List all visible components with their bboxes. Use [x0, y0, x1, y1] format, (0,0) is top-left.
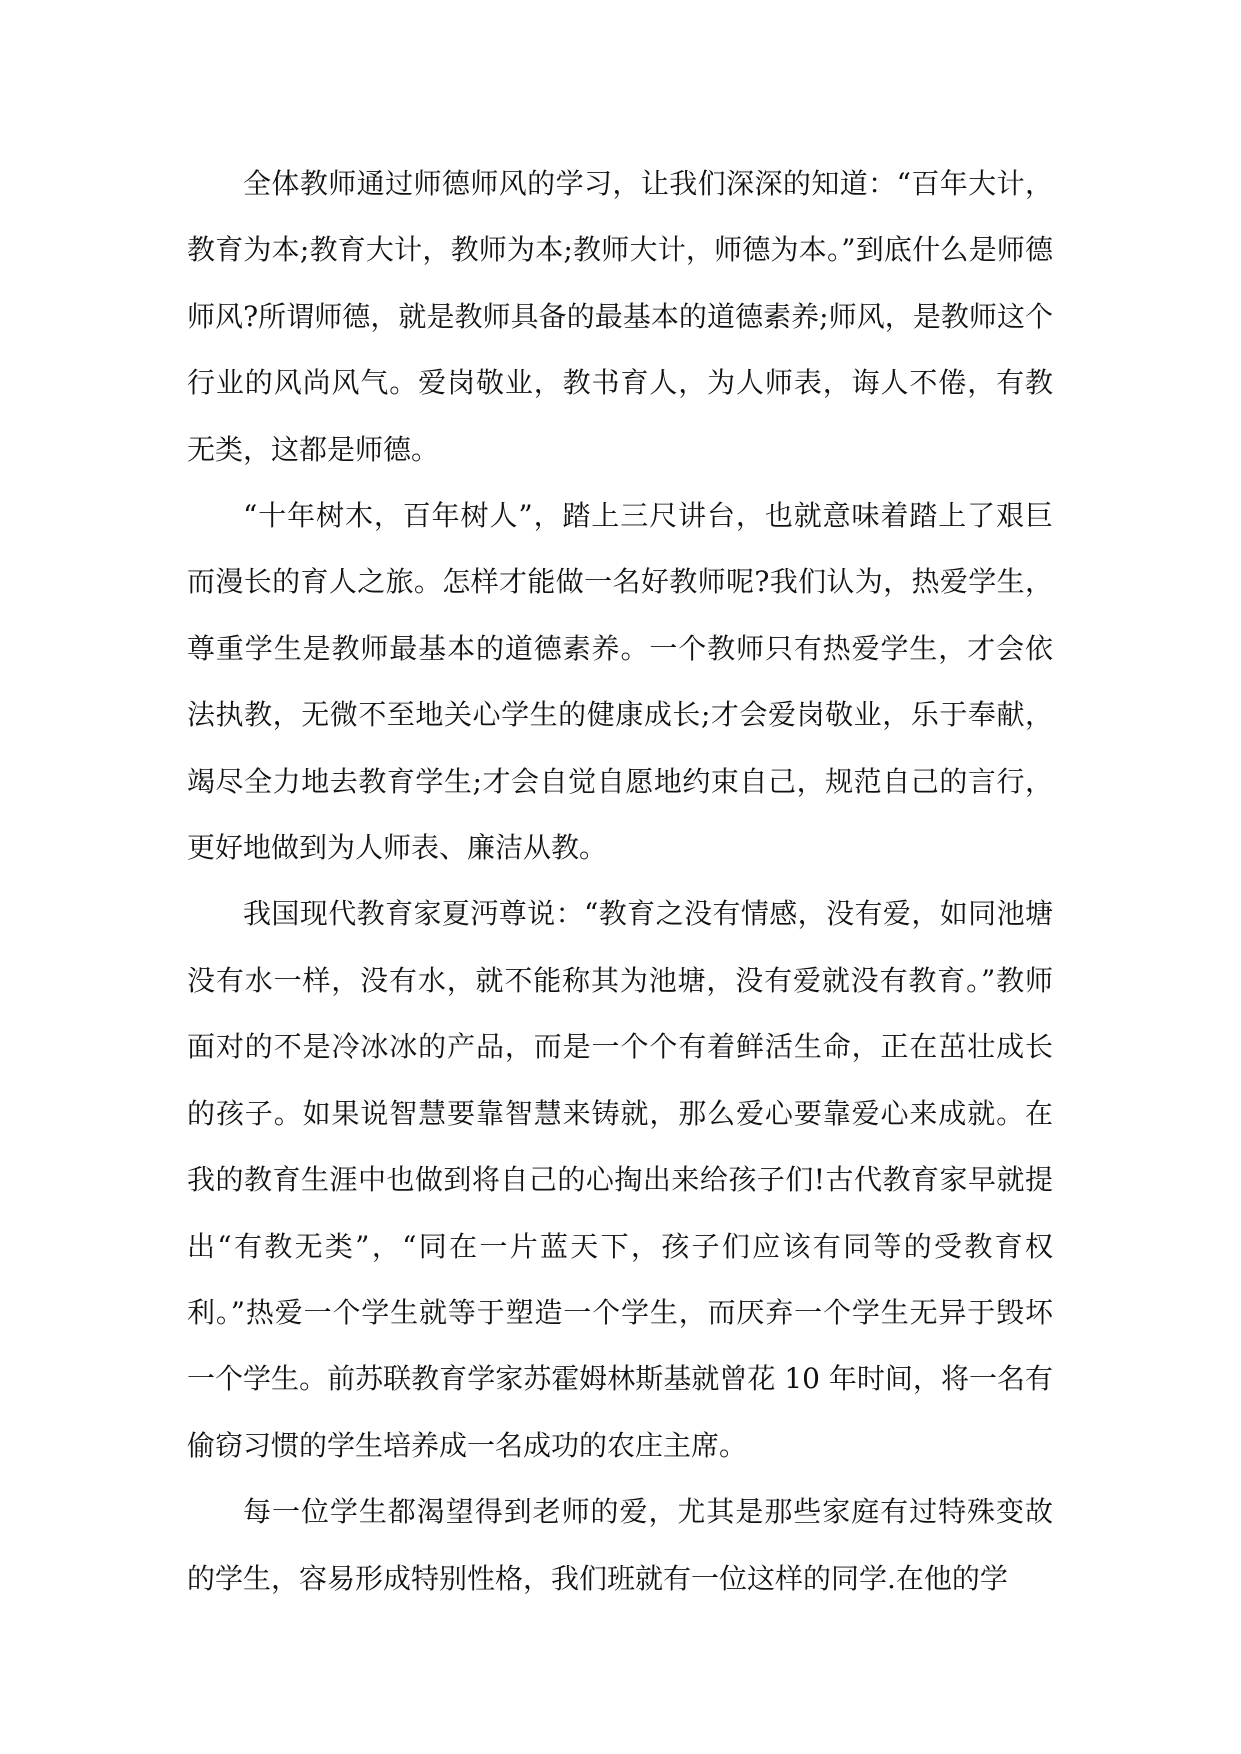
paragraph-4: 每一位学生都渴望得到老师的爱，尤其是那些家庭有过特殊变故的学生，容易形成特别性格，我们班就有一位这样的同学.在他的学 — [187, 1495, 1053, 1595]
document-body — [187, 151, 1053, 1612]
paragraph-3: 我国现代教育家夏沔尊说：“教育之没有情感，没有爱，如同池塘没有水一样，没有水，就不能称其为池塘，没有爱就没有教育。”教师面对的不是冷冰冰的产品，而是一个个有着鲜活生命，正在茁壮成长的孩子。如果说智慧要靠智慧来铸就，那么爱心要靠爱心来成就。在我的教育生涯中也做到将自己的心掏出来给孩子们!古代教育家早就提出“有教无类”，“同在一片蓝天下，孩子们应该有同等的受教育权利。”热爱一个学生就等于塑造一个学生，而厌弃一个学生无异于毁坏一个学生。前苏联教育学家苏霍姆林斯基就曾花 10 年时间，将一名有偷窃习惯的学生培养成一名成功的农庄主席。 — [187, 897, 1053, 1462]
paragraph-1: 全体教师通过师德师风的学习，让我们深深的知道：“百年大计，教育为本;教育大计，教师为本;教师大计，师德为本。”到底什么是师德师风?所谓师德，就是教师具备的最基本的道德素养;师风，是教师这个行业的风尚风气。爱岗敬业，教书育人，为人师表，诲人不倦，有教无类，这都是师德。 — [187, 167, 1053, 466]
paragraph-2: “十年树木，百年树人”，踏上三尺讲台，也就意味着踏上了艰巨而漫长的育人之旅。怎样才能做一名好教师呢?我们认为，热爱学生，尊重学生是教师最基本的道德素养。一个教师只有热爱学生，才会依法执教，无微不至地关心学生的健康成长;才会爱岗敬业，乐于奉献，竭尽全力地去教育学生;才会自觉自愿地约束自己，规范自己的言行，更好地做到为人师表、廉洁从教。 — [187, 499, 1053, 865]
